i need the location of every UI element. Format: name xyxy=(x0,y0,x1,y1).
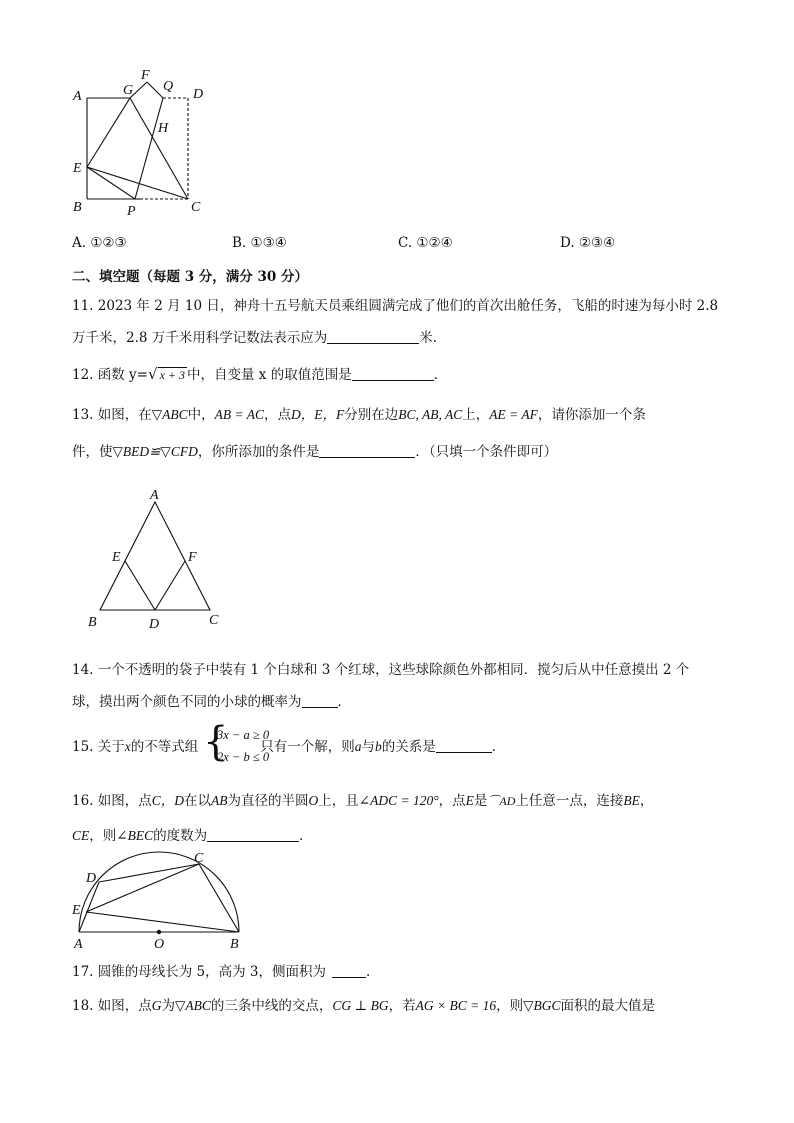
label-C: C xyxy=(194,851,204,866)
q11-line2: 万千米，2.8 万千米用科学记数法表示应为 米． xyxy=(72,330,447,346)
q12-line: 12. 函数 y=√ x + 3 中，自变量 x 的取值范围是 ． xyxy=(72,365,448,383)
system-brace: { xyxy=(203,719,229,765)
label-G: G xyxy=(123,83,134,98)
triangle-figure xyxy=(80,482,230,637)
label-H: H xyxy=(158,121,169,136)
label-F: F xyxy=(141,68,150,83)
square-figure xyxy=(60,60,230,225)
label-D: D xyxy=(149,617,160,632)
q11-line1: 11. 2023 年 2 月 10 日，神舟十五号航天员乘组圆满完成了他们的首次出舱任务，飞船的时速为每小时 2.8 xyxy=(72,298,719,314)
label-B: B xyxy=(88,615,97,630)
q18-line: 18. 如图，点G为▽ABC的三条中线的交点，CG ⊥ BG，若AG × BC = 16，则▽BGC面积的最大值是 xyxy=(72,998,655,1014)
q15-ineq2: 2x − b ≤ 0 xyxy=(217,750,270,764)
label-O: O xyxy=(154,937,165,952)
q17-line: 17. 圆锥的母线长为 5，高为 3，侧面积为 ． xyxy=(72,964,380,980)
label-Q: Q xyxy=(163,79,174,94)
q17-answer-blank[interactable] xyxy=(332,963,366,978)
label-A: A xyxy=(150,488,159,503)
q16-line2: CE，则∠BEC的度数为 ． xyxy=(72,828,313,844)
label-B: B xyxy=(73,200,82,215)
q16-line1: 16. 如图，点C，D在以AB为直径的半圆O上，且∠ADC = 120°，点E是⌒AD上任意一点，连接BE， xyxy=(72,793,654,809)
q13-line2: 件，使▽BED≌▽CFD，你所添加的条件是 ．（只填一个条件即可） xyxy=(72,444,558,460)
label-P: P xyxy=(127,204,136,219)
q12-answer-blank[interactable] xyxy=(352,366,434,381)
q15-ineq1: 3x − a ≥ 0 xyxy=(217,728,270,742)
option-b[interactable]: B. ①③④ xyxy=(232,235,287,251)
option-d[interactable]: D. ②③④ xyxy=(560,235,616,251)
section-heading: 二、填空题（每题 3 分，满分 30 分） xyxy=(72,269,308,285)
option-c[interactable]: C. ①②④ xyxy=(398,235,453,251)
label-A: A xyxy=(74,937,83,952)
q11-answer-blank[interactable] xyxy=(327,329,419,344)
label-E: E xyxy=(112,550,121,565)
q15-answer-blank[interactable] xyxy=(436,738,492,753)
q13-answer-blank[interactable] xyxy=(319,443,415,458)
label-C: C xyxy=(191,200,201,215)
label-B: B xyxy=(230,937,239,952)
q12-radicand: x + 3 xyxy=(159,368,185,382)
label-A: A xyxy=(73,89,82,104)
label-C: C xyxy=(209,613,219,628)
q14-line1: 14. 一个不透明的袋子中装有 1 个白球和 3 个红球，这些球除颜色外都相同．搅匀后从中任意摸出 2 个 xyxy=(72,662,690,678)
semicircle-figure xyxy=(62,846,262,954)
option-a[interactable]: A. ①②③ xyxy=(72,235,127,251)
q15-line: 15. 关于x的不等式组 只有一个解，则a与b的关系是 ． xyxy=(72,739,506,755)
label-E: E xyxy=(73,161,82,176)
label-E: E xyxy=(72,903,81,918)
label-F: F xyxy=(188,550,197,565)
label-D: D xyxy=(86,871,97,886)
q14-answer-blank[interactable] xyxy=(302,693,338,708)
label-D: D xyxy=(193,87,204,102)
q16-answer-blank[interactable] xyxy=(207,827,299,842)
center-point xyxy=(157,930,161,934)
q13-line1: 13. 如图，在▽ABC中，AB = AC，点D，E，F分别在边BC, AB, AC上，AE = AF，请你添加一个条 xyxy=(72,407,646,423)
q14-line2: 球，摸出两个颜色不同的小球的概率为 ． xyxy=(72,694,351,710)
